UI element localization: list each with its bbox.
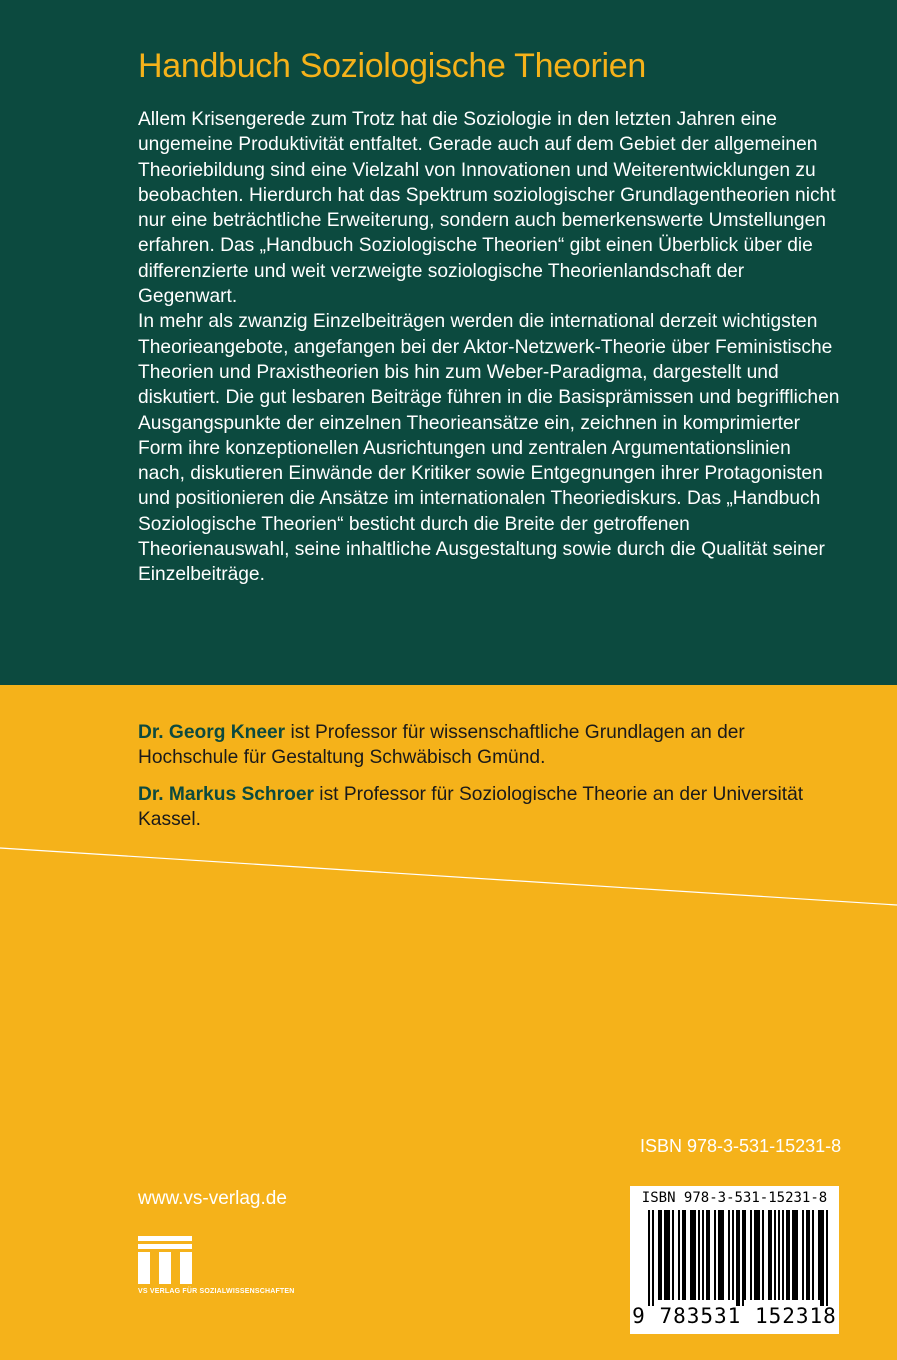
isbn-label: ISBN 978-3-531-15231-8 — [640, 1136, 842, 1156]
description-paragraph-2: In mehr als zwanzig Einzelbeiträgen werden die international derzeit wichtigsten Theorieangebote, angefangen bei der Aktor-Netzwerk-Theorie über Feministische Theorien und Praxistheorien bis hin zum Weber-Paradigma, dargestellt und diskutiert. Die gut lesbaren Beiträge führen in die Basisprämissen und begrifflichen Ausgangspunkte der einzelnen Theorieansätze ein, zeichnen in komprimierter Form ihre konzeptionellen Ausrichtungen und zentralen Argumentationslinien nach, diskutieren Einwände der Kritiker sowie Entgegnungen ihrer Protagonisten und positionieren die Ansätze im internationalen Theoriediskurs. Das „Handbuch Soziologische Theorien“ besticht durch die Breite der getroffenen Theorienauswahl, seine inhaltliche Ausgestaltung sowie durch die Qualität seiner Einzelbeiträge. — [138, 311, 840, 586]
isbn-barcode — [630, 1186, 839, 1334]
publisher-logo-text: VS VERLAG FÜR SOZIALWISSENSCHAFTEN — [138, 1288, 295, 1295]
author-name-1: Dr. Georg Kneer — [138, 722, 286, 743]
barcode-bars — [648, 1210, 828, 1306]
barcode-isbn-text: ISBN 978-3-531-15231-8 — [641, 1190, 828, 1206]
publisher-url: www.vs-verlag.de — [138, 1188, 287, 1209]
author-name-2: Dr. Markus Schroer — [138, 783, 314, 805]
description-paragraph-1: Allem Krisengerede zum Trotz hat die Soziologie in den letzten Jahren eine ungemeine Produktivität entfaltet. Gerade auch auf dem Gebiet der allgemeinen Theoriebildung sind eine Vielzahl von Innovationen und Weiterentwicklungen zu beobachten. Hierdurch hat das Spektrum soziologischer Grundlagentheorien nicht nur eine beträchtliche Erweiterung, sondern auch bemerkenswerte Umstellungen erfahren. Das „Handbuch Soziologische Theorien“ gibt einen Überblick über die differenzierte und weit verzweigte soziologische Theorienlandschaft der Gegenwart. — [138, 109, 836, 308]
author-bio-text-2: ist Professor für Soziologische Theorie an der Universität Kassel. — [138, 783, 804, 830]
barcode-number: 9 783531 152318 — [632, 1304, 837, 1328]
book-title: Handbuch Soziologische Theorien — [138, 47, 646, 85]
author-bio-text-1: ist Professor für wissenschaftliche Grundlagen an der Hochschule für Gestaltung Schwäbisch Gmünd. — [138, 722, 745, 769]
vs-verlag-logo-icon — [138, 1236, 192, 1284]
publisher-logo — [138, 1236, 338, 1306]
